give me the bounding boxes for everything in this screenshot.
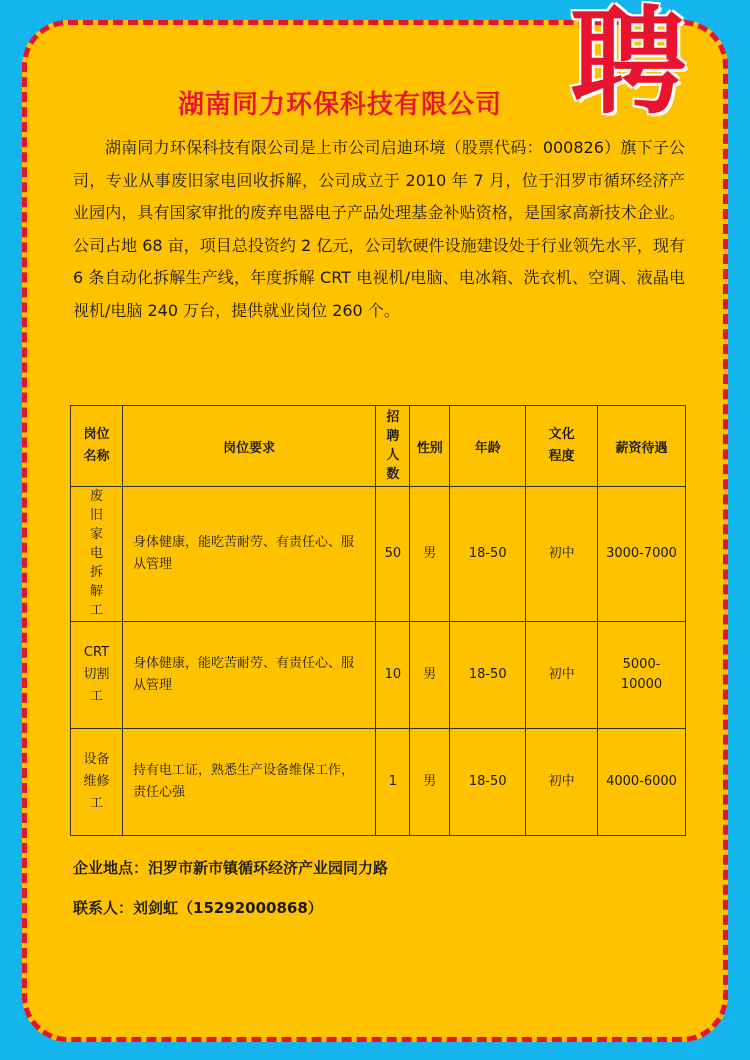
row-gender: 男 <box>410 622 450 729</box>
row-education: 初中 <box>526 729 598 836</box>
row-salary: 5000-10000 <box>598 622 686 729</box>
company-title: 湖南同力环保科技有限公司 <box>178 90 503 120</box>
header-age: 年龄 <box>450 406 526 487</box>
header-salary: 薪资待遇 <box>598 406 686 487</box>
header-position: 岗位名称 <box>71 406 123 487</box>
row-count: 50 <box>376 487 410 622</box>
table-row <box>71 729 686 836</box>
table-row <box>71 487 686 622</box>
header-gender: 性别 <box>410 406 450 487</box>
row-age: 18-50 <box>450 729 526 836</box>
row-gender: 男 <box>410 729 450 836</box>
row-count: 10 <box>376 622 410 729</box>
row-salary: 3000-7000 <box>598 487 686 622</box>
table-header-row <box>71 406 686 487</box>
row-age: 18-50 <box>450 622 526 729</box>
row-position: 设备维修工 <box>71 729 123 836</box>
row-gender: 男 <box>410 487 450 622</box>
job-table <box>70 405 686 836</box>
row-education: 初中 <box>526 487 598 622</box>
row-requirements: 持有电工证，熟悉生产设备维保工作，责任心强 <box>122 729 375 836</box>
table-row <box>71 622 686 729</box>
row-requirements: 身体健康，能吃苦耐劳、有责任心、服从管理 <box>122 622 375 729</box>
row-education: 初中 <box>526 622 598 729</box>
header-education: 文化程度 <box>526 406 598 487</box>
row-position: CRT切割工 <box>71 622 123 729</box>
recruit-headline-char: 聘 <box>570 0 686 130</box>
header-count: 招聘人数 <box>376 406 410 487</box>
row-salary: 4000-6000 <box>598 729 686 836</box>
company-address: 企业地点：汨罗市新市镇循环经济产业园同力路 <box>73 859 389 877</box>
row-requirements: 身体健康，能吃苦耐劳、有责任心、服从管理 <box>122 487 375 622</box>
row-position: 废旧家电拆解工 <box>71 487 123 622</box>
header-requirements: 岗位要求 <box>122 406 375 487</box>
row-count: 1 <box>376 729 410 836</box>
company-intro: 湖南同力环保科技有限公司是上市公司启迪环境（股票代码：000826）旗下子公司，专业从事废旧家电回收拆解，公司成立于 2010 年 7 月，位于汨罗市循环经济产业园内，具有国家审批的废弃电器电子产品处理基金补贴资格，是国家高新技术企业。公司占地 68 亩，项目总投资约 2 亿元，公司软硬件设施建设处于行业领先水平，现有 6 条自动化拆解生产线，年度拆解 CRT 电视机/电脑、电冰箱、洗衣机、空调、液晶电视机/电脑 240 万台，提供就业岗位 260 个。 <box>73 138 685 320</box>
contact-person: 联系人：刘剑虹（15292000868） <box>73 899 323 917</box>
row-age: 18-50 <box>450 487 526 622</box>
